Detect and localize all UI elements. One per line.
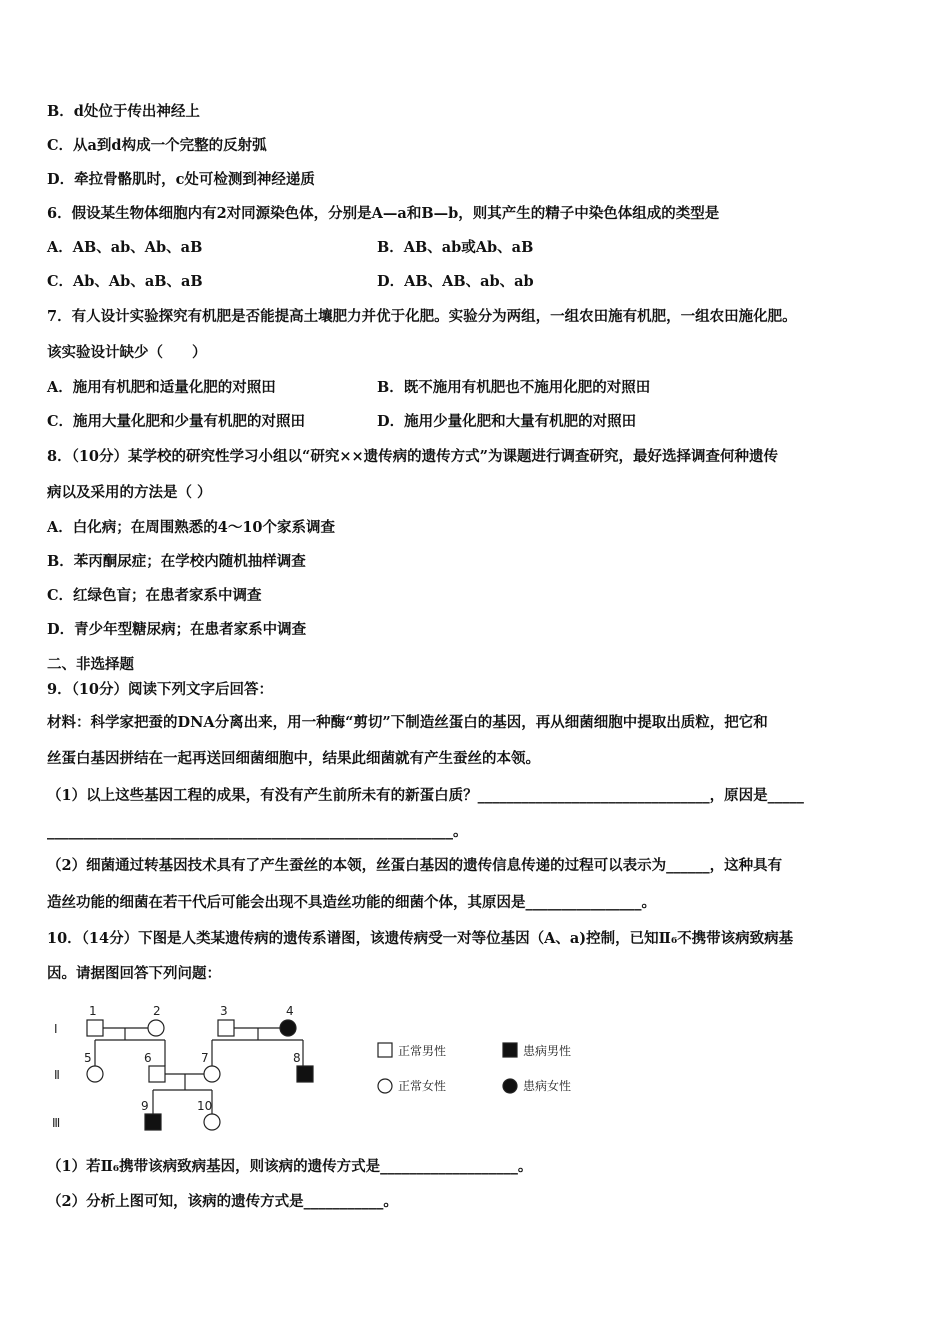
q6-option-c: C．Ab、Ab、aB、aB [47, 273, 203, 290]
q6-option-a: A．AB、ab、Ab、aB [47, 239, 203, 256]
q6-option-d: D．AB、AB、ab、ab [377, 273, 534, 290]
number-1: 1 [89, 1004, 97, 1018]
generation-label-1: Ⅰ [54, 1022, 58, 1036]
legend-normal-male-label: 正常男性 [398, 1044, 447, 1058]
q7-stem-line1: 7．有人设计实验探究有机肥是否能提高土壤肥力并优于化肥。实验分为两组，一组农田施有机肥，一组农田施化肥。 [47, 308, 797, 325]
generation-label-2: Ⅱ [54, 1068, 60, 1082]
section-heading: 二、非选择题 [47, 656, 134, 673]
q7-option-a: A．施用有机肥和适量化肥的对照田 [47, 379, 276, 396]
individual-6-normal-male [149, 1066, 165, 1082]
individual-3-normal-male [218, 1020, 234, 1036]
pedigree-chart [40, 998, 600, 1138]
q5-option-c: C．从a到d构成一个完整的反射弧 [47, 137, 267, 154]
individual-5-normal-female [87, 1066, 103, 1082]
individual-8-affected-male [297, 1066, 313, 1082]
number-3: 3 [220, 1004, 228, 1018]
q10-sub1: （1）若Ⅱ₆携带该病致病基因，则该病的遗传方式是___________________。 [47, 1158, 533, 1175]
q5-option-b: B．d处位于传出神经上 [47, 103, 200, 120]
q8-option-b: B．苯丙酮尿症；在学校内随机抽样调查 [47, 553, 306, 570]
q8-option-a: A．白化病；在周围熟悉的4～10个家系调查 [47, 519, 336, 536]
individual-2-normal-female [148, 1020, 164, 1036]
q9-sub1-line1: （1）以上这些基因工程的成果，有没有产生前所未有的新蛋白质？________________________________，原因是_____ [47, 787, 804, 804]
legend-affected-female-icon [503, 1079, 517, 1093]
q8-stem-line1: 8．（10分）某学校的研究性学习小组以“研究××遗传病的遗传方式”为课题进行调查研究，最好选择调查何种遗传 [47, 448, 778, 465]
number-6: 6 [144, 1051, 152, 1065]
number-2: 2 [153, 1004, 161, 1018]
number-10: 10 [197, 1099, 213, 1113]
legend-normal-female-icon [378, 1079, 392, 1093]
legend-normal-male-icon [378, 1043, 392, 1057]
legend-affected-male-icon [503, 1043, 517, 1057]
q10-sub2: （2）分析上图可知，该病的遗传方式是___________。 [47, 1193, 398, 1210]
q7-stem-line2: 该实验设计缺少（ ） [47, 344, 207, 361]
q9-sub1-line2: ________________________________________________________。 [47, 823, 468, 840]
q9-stem: 9．（10分）阅读下列文字后回答： [47, 681, 274, 698]
number-9: 9 [141, 1099, 149, 1113]
number-8: 8 [293, 1051, 301, 1065]
q8-option-d: D．青少年型糖尿病；在患者家系中调查 [47, 621, 307, 638]
individual-10-normal-female [204, 1114, 220, 1130]
q9-sub2-line1: （2）细菌通过转基因技术具有了产生蚕丝的本领，丝蛋白基因的遗传信息传递的过程可以表示为______，这种具有 [47, 857, 783, 874]
q5-option-d: D．牵拉骨骼肌时，c处可检测到神经递质 [47, 171, 315, 188]
q9-sub2-line2: 造丝功能的细菌在若干代后可能会出现不具造丝功能的细菌个体，其原因是________________。 [47, 894, 656, 911]
number-7: 7 [201, 1051, 209, 1065]
generation-label-3: Ⅲ [52, 1116, 61, 1130]
legend-affected-male-label: 患病男性 [523, 1044, 572, 1058]
individual-1-normal-male [87, 1020, 103, 1036]
q6-option-b: B．AB、ab或Ab、aB [377, 239, 534, 256]
individual-7-normal-female [204, 1066, 220, 1082]
q7-option-d: D．施用少量化肥和大量有机肥的对照田 [377, 413, 637, 430]
number-4: 4 [286, 1004, 294, 1018]
q10-stem-line2: 因。请据图回答下列问题： [47, 965, 221, 982]
q6-stem: 6．假设某生物体细胞内有2对同源染色体，分别是A—a和B—b，则其产生的精子中染色体组成的类型是 [47, 205, 720, 222]
individual-4-affected-female [280, 1020, 296, 1036]
q9-material-line1: 材料：科学家把蚕的DNA分离出来，用一种酶“剪切”下制造丝蛋白的基因，再从细菌细胞中提取出质粒，把它和 [47, 714, 768, 731]
q7-option-b: B．既不施用有机肥也不施用化肥的对照田 [377, 379, 651, 396]
individual-9-affected-male [145, 1114, 161, 1130]
legend-normal-female-label: 正常女性 [398, 1079, 447, 1093]
q9-material-line2: 丝蛋白基因拼结在一起再送回细菌细胞中，结果此细菌就有产生蚕丝的本领。 [47, 750, 540, 767]
legend-affected-female-label: 患病女性 [523, 1079, 572, 1093]
number-5: 5 [84, 1051, 92, 1065]
q7-option-c: C．施用大量化肥和少量有机肥的对照田 [47, 413, 306, 430]
q8-stem-line2: 病以及采用的方法是（ ） [47, 484, 212, 501]
q10-stem-line1: 10．（14分）下图是人类某遗传病的遗传系谱图，该遗传病受一对等位基因（A、a)控制，已知Ⅱ₆不携带该病致病基 [47, 930, 794, 947]
q8-option-c: C．红绿色盲；在患者家系中调查 [47, 587, 262, 604]
